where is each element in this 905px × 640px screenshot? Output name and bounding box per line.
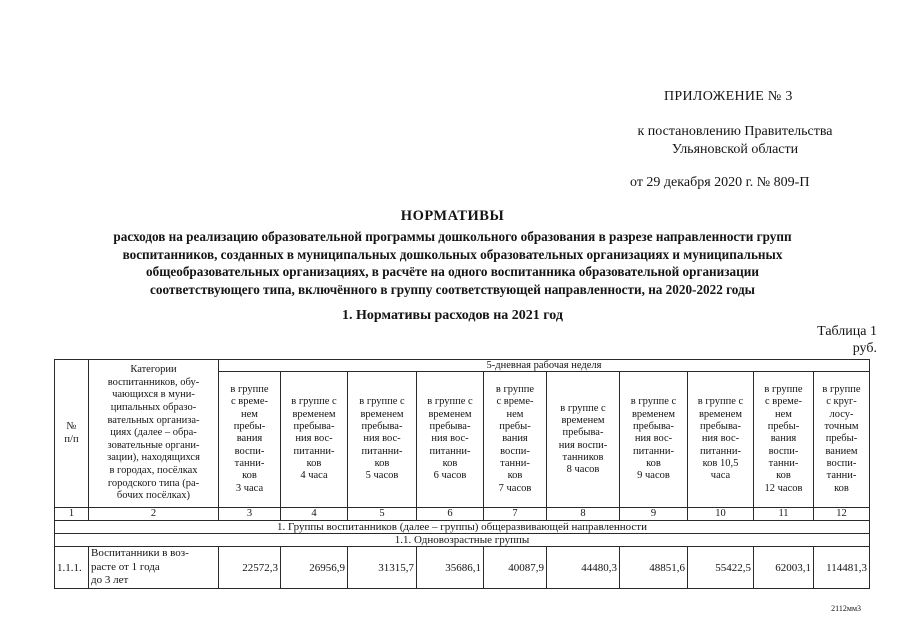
table-header-row [55,360,870,372]
row-value: 35686,1 [417,547,484,589]
header-column-5h: в группе с временем пребыва- ния вос- питанни- ков 5 часов [348,372,417,508]
header-column-12h: в группе с време- нем пребы- вания воспи- танни- ков 12 часов [754,372,814,508]
column-number: 1 [55,508,89,521]
norms-table [54,359,870,589]
row-value: 55422,5 [688,547,754,589]
header-column-10-5h: в группе с временем пребыва- ния вос- питанни- ков 10,5 часа [688,372,754,508]
column-number: 12 [814,508,870,521]
table-row [55,547,870,589]
group-heading-row [55,521,870,534]
appendix-title: ПРИЛОЖЕНИЕ № 3 [664,89,793,104]
header-column-3h: в группе с време- нем пребы- вания воспи- танни- ков 3 часа [219,372,281,508]
table-number: Таблица 1 [817,324,877,339]
header-column-6h: в группе с временем пребыва- ния вос- питанни- ков 6 часов [417,372,484,508]
column-number: 4 [281,508,348,521]
row-value: 62003,1 [754,547,814,589]
header-column-9h: в группе с временем пребыва- ния вос- питанни- ков 9 часов [620,372,688,508]
row-value: 40087,9 [484,547,547,589]
header-column-4h: в группе с временем пребыва- ния вос- питанни- ков 4 часа [281,372,348,508]
resolution-reference: к постановлению Правительства Ульяновской области [637,124,833,157]
document-subheading: расходов на реализацию образовательной программы дошкольного образования в разрезе направленности групп воспитанников, созданных в муниципальных дошкольных образовательных организациях и муниципальных общеобразовательных организациях, в расчёте на одного воспитанника образовательной организации соответствующего типа, включённого в группу соответствующей направленности, на 2020-2022 годы [113,229,792,297]
document-heading: НОРМАТИВЫ [400,208,505,224]
column-number: 6 [417,508,484,521]
column-number: 5 [348,508,417,521]
currency-unit: руб. [852,341,877,356]
header-five-day-week: 5-дневная рабочая неделя [219,360,870,372]
section-heading: 1. Нормативы расходов на 2021 год [342,308,563,323]
resolution-date: от 29 декабря 2020 г. № 809-П [630,175,810,190]
row-value: 22572,3 [219,547,281,589]
row-category: Воспитанники в воз- расте от 1 года до 3 лет [89,547,219,589]
header-column-24h: в группе с круг- лосу- точным пребы- ванием воспи- танни- ков [814,372,870,508]
row-number: 1.1.1. [55,547,89,589]
column-number: 10 [688,508,754,521]
column-number: 7 [484,508,547,521]
header-number: № п/п [55,360,89,508]
column-number: 2 [89,508,219,521]
document-code: 2112мм3 [831,604,861,613]
row-value: 114481,3 [814,547,870,589]
column-number: 8 [547,508,620,521]
column-number: 9 [620,508,688,521]
header-column-8h: в группе с временем пребыва- ния воспи- танников 8 часов [547,372,620,508]
row-value: 26956,9 [281,547,348,589]
column-number: 3 [219,508,281,521]
header-category: Категории воспитанников, обу- чающихся в муни- ципальных образо- вательных организа- циях (далее – обра- зовательные органи- зации), находящихся в городах, посёлках городского типа (ра- бочих посёлках) [89,360,219,508]
group-heading: 1. Группы воспитанников (далее – группы) общеразвивающей направленности [55,521,870,534]
column-number-row [55,508,870,521]
subgroup-heading-row [55,534,870,547]
header-column-7h: в группе с време- нем пребы- вания воспи- танни- ков 7 часов [484,372,547,508]
row-value: 31315,7 [348,547,417,589]
column-number: 11 [754,508,814,521]
row-value: 48851,6 [620,547,688,589]
row-value: 44480,3 [547,547,620,589]
subgroup-heading: 1.1. Одновозрастные группы [55,534,870,547]
